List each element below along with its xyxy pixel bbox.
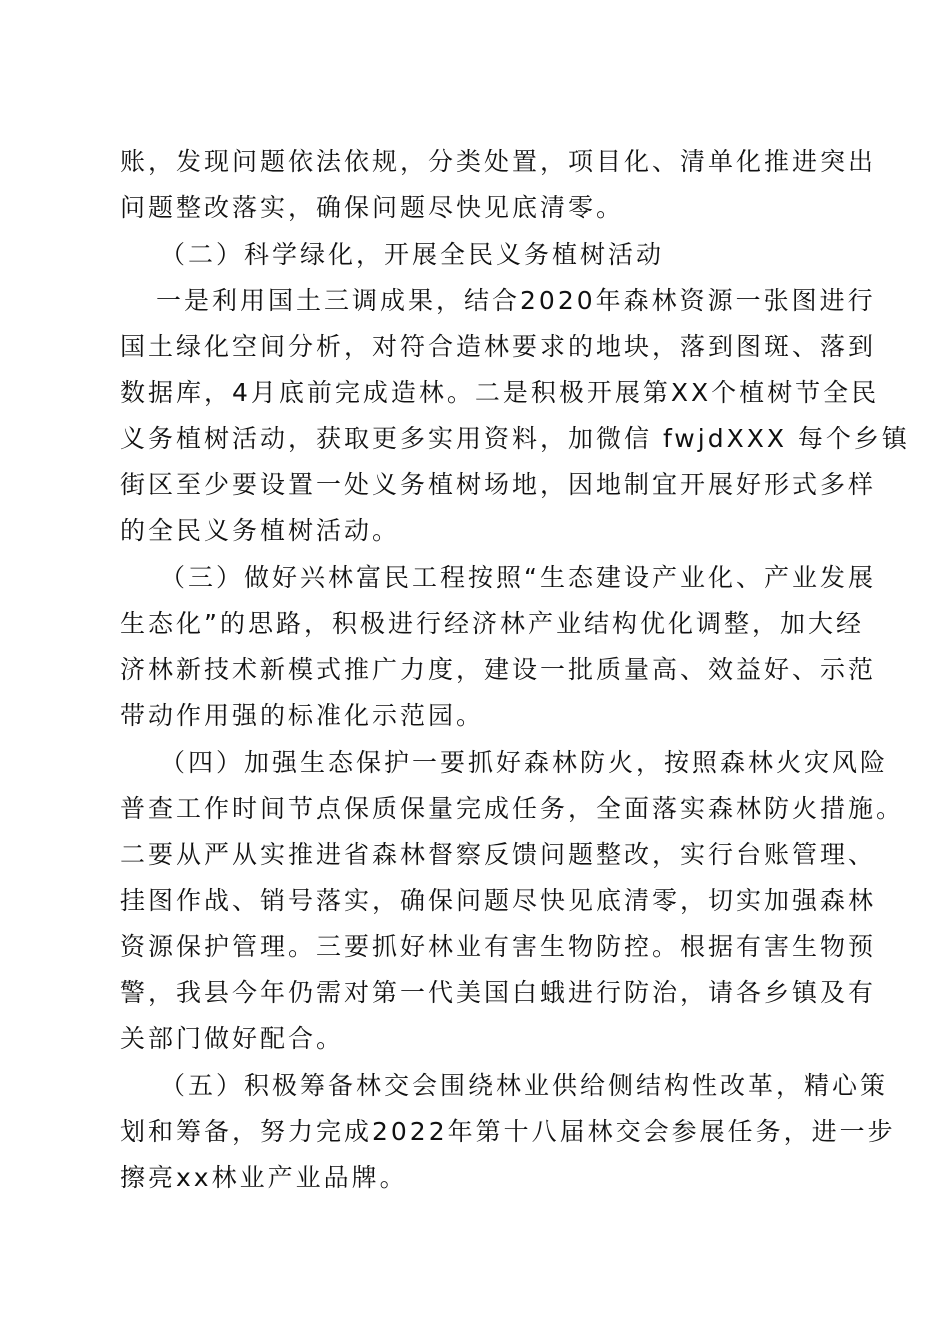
- text-line: 带动作用强的标准化示范园。: [120, 701, 485, 730]
- text-line: 擦亮xx林业产业品牌。: [120, 1163, 408, 1192]
- text-line: 划和筹备，努力完成2022年第十八届林交会参展任务，进一步: [120, 1117, 896, 1146]
- text-line: 数据库，4月底前完成造林。二是积极开展第XX个植树节全民: [120, 378, 880, 407]
- text-line: 普查工作时间节点保质保量完成任务，全面落实森林防火措施。: [120, 794, 905, 823]
- text-line: 关部门做好配合。: [120, 1024, 345, 1053]
- text-line: 账，发现问题依法依规，分类处置，项目化、清单化推进突出: [120, 147, 877, 176]
- text-line: 挂图作战、销号落实，确保问题尽快见底清零，切实加强森林: [120, 886, 877, 915]
- text-line: 义务植树活动，获取更多实用资料，加微信 fwjdXXX 每个乡镇: [120, 424, 910, 453]
- text-line: 的全民义务植树活动。: [120, 516, 401, 545]
- text-line: 二要从严从实推进省森林督察反馈问题整改，实行台账管理、: [120, 840, 877, 869]
- text-line: 资源保护管理。三要抓好林业有害生物防控。根据有害生物预: [120, 932, 877, 961]
- text-line: 警，我县今年仍需对第一代美国白蛾进行防治，请各乡镇及有: [120, 978, 877, 1007]
- section-heading-3: （三）做好兴林富民工程按照“生态建设产业化、产业发展: [160, 563, 876, 592]
- text-line: 济林新技术新模式推广力度，建设一批质量高、效益好、示范: [120, 655, 877, 684]
- text-line: 国土绿化空间分析，对符合造林要求的地块，落到图斑、落到: [120, 332, 877, 361]
- section-heading-2: （二）科学绿化，开展全民义务植树活动: [160, 240, 665, 269]
- text-line: 问题整改落实，确保问题尽快见底清零。: [120, 193, 625, 222]
- text-line: 生态化”的思路，积极进行经济林产业结构优化调整，加大经: [120, 609, 864, 638]
- text-line: 一是利用国土三调成果，结合2020年森林资源一张图进行: [156, 286, 876, 315]
- section-heading-4: （四）加强生态保护一要抓好森林防火，按照森林火灾风险: [160, 748, 889, 777]
- text-line: 街区至少要设置一处义务植树场地，因地制宜开展好形式多样: [120, 470, 877, 499]
- section-heading-5: （五）积极筹备林交会围绕林业供给侧结构性改革，精心策: [160, 1071, 889, 1100]
